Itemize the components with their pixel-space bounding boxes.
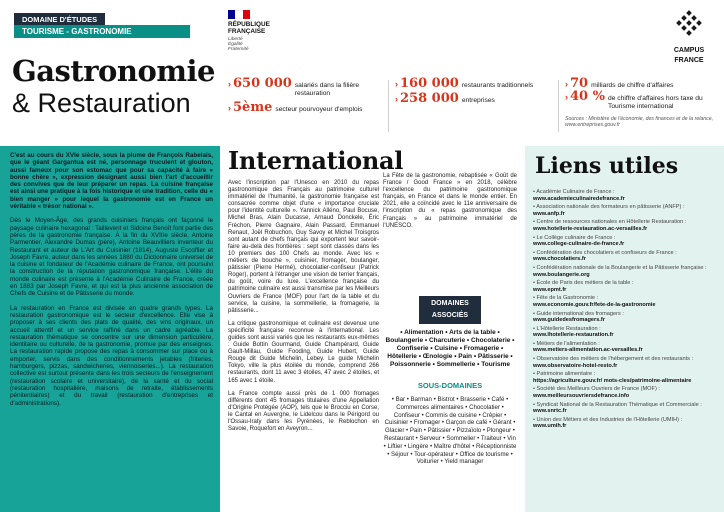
- intro-lead: C'est au cours du XVIe siècle, sous la plume de François Rabelais, que le géant Gargantua est né, personnage truculent et glouton, aussi fameux pour son estomac que pour sa capacité à faire « bonne chère », expression désignant aussi bien l'art d'accueillir des convives que de leur préparer un repas. La cuisine française est ainsi une pratique à la fois historique et une tradition, celle du « bien manger » pour lequel la gastronomie est en France un véritable « trésor national ».: [10, 152, 213, 211]
- intro-restaurant-types: La restauration en France est divisée en quatre grands types. La restauration gastronomique est le secteur d'excellence. Elle vise à proposer à ses clients des plats de qualité, des vins originaux, un accueil attentif et un service raffiné dans un cadre agréable. La restauration thématique se concentre sur une dimension particulière, identitaire ou culturelle, de la gastronomie, promue par des enseignes. La restauration rapide propose des repas à consommer sur place ou à emporter, servis dans des conditionnements jetables (friteries, hamburgers, pizzas, sandwicheries, viennoiseries...). La restauration collective est surtout présente dans les trois secteurs de l'enseignement (restauration scolaire et universitaire), de la santé et du social (restauration hospitalière, maisons de retraite, établissements pénitentiaires) et du travail (restauration d'entreprises et d'administrations).: [10, 304, 213, 407]
- category-tag: TOURISME - GASTRONOMIE: [14, 25, 190, 38]
- link-url[interactable]: www.academieculinairedefrance.fr: [533, 195, 625, 202]
- stats-divider: [388, 80, 389, 132]
- stat-number: 5ème: [233, 100, 273, 115]
- study-domain-tag: DOMAINE D'ÉTUDES: [14, 13, 105, 26]
- link-url[interactable]: www.boulangerie.org: [533, 271, 590, 278]
- stat-number: 70: [570, 76, 589, 91]
- stat-item: [565, 89, 717, 111]
- sous-domaines-label: [383, 375, 517, 393]
- arrow-icon: ›: [228, 103, 231, 113]
- link-item: [533, 250, 719, 263]
- liens-utiles-heading: Liens utiles: [535, 153, 679, 179]
- international-heading: International: [228, 146, 404, 175]
- domaines-label-line1: DOMAINES: [425, 298, 475, 310]
- link-item: [533, 219, 719, 232]
- international-column-2: [383, 173, 517, 230]
- arrow-icon: ›: [565, 79, 568, 89]
- link-url[interactable]: www.metiers-alimentation.ac-versailles.fr: [533, 347, 643, 354]
- link-url[interactable]: www.economie.gouv.fr/fete-de-la-gastronomie: [533, 301, 656, 308]
- link-url[interactable]: www.chocolatiers.fr: [533, 256, 586, 263]
- stat-number: 160 000: [400, 76, 459, 91]
- link-url[interactable]: www.hotellerie-restauration.ac-versailles.fr: [533, 225, 648, 232]
- link-item: [533, 295, 719, 308]
- link-url[interactable]: www.snrtc.fr: [533, 408, 567, 415]
- arrow-icon: ›: [565, 92, 568, 102]
- link-label: • Le Collège culinaire de France :: [533, 234, 616, 241]
- stats-revenue: [565, 76, 717, 111]
- stat-item: [395, 91, 555, 106]
- stat-text: secteur pourvoyeur d'emplois: [275, 106, 363, 113]
- link-item: [533, 311, 719, 324]
- link-url[interactable]: www.guidedesfromagers.fr: [533, 317, 605, 324]
- link-item: [533, 417, 719, 430]
- stat-number: 650 000: [233, 76, 292, 91]
- domaines-box: [383, 296, 517, 466]
- domaines-label: [383, 296, 517, 324]
- republique-line2: FRANÇAISE: [228, 28, 266, 35]
- arrow-icon: ›: [395, 79, 398, 89]
- link-item: [533, 189, 719, 202]
- stat-text: de chiffre d'affaires hors taxe du Tourisme international: [607, 95, 703, 110]
- motto-fraternite: Fraternité: [228, 47, 249, 52]
- link-item: [533, 265, 719, 278]
- stats-employment: [228, 76, 378, 115]
- link-label: • Fête de la Gastronomie :: [533, 295, 599, 302]
- link-item: [533, 402, 719, 415]
- link-item: [533, 341, 719, 354]
- link-url[interactable]: www.anfp.fr: [533, 210, 565, 217]
- campus-france-logo: [664, 10, 714, 65]
- link-url[interactable]: www.umih.fr: [533, 423, 567, 430]
- stats-divider: [558, 80, 559, 132]
- link-label: • Syndicat National de la Restauration Thématique et Commerciale :: [533, 401, 702, 408]
- stat-item: [228, 100, 378, 115]
- link-item: [533, 326, 719, 339]
- stat-text: entreprises: [461, 97, 495, 104]
- motto-liberte: Liberté: [228, 37, 243, 42]
- page-subtitle: & Restauration: [12, 88, 191, 118]
- campus-france-line1: CAMPUS: [673, 47, 705, 54]
- link-url[interactable]: www.epmt.fr: [533, 286, 567, 293]
- intro-history: Dès le Moyen-Âge, des grands cuisiniers français ont façonné le paysage culinaire hexagonal : Taillevent et Sidoine Benoît font partie des pères de la gastronomie française. À la fin du XVIIIe siècle, Antoine Parmentier, Alexandre Dumas (père), Antoine Beauvilliers inventeur du Restaurant et auteur de L'Art du Cuisinier (1814), Auguste Escoffier et Joseph Favre, auteur dans les années 1880 du Dictionnaire universel de la cuisine et fondateur de l'Académie culinaire de France, ont poursuivi la construction de la réputation gastronomique française. L'élite du monde culinaire est présente à l'Académie Culinaire de France, créée en 1883 par Joseph Favre, et qui est la plus ancienne association de Chefs de Cuisine et de Pâtisserie du monde.: [10, 217, 213, 298]
- link-label: • Métiers de l'alimentation :: [533, 340, 600, 347]
- campus-france-diamond-icon: [674, 10, 704, 40]
- intro-panel: [0, 146, 220, 512]
- stat-item: [395, 76, 555, 91]
- link-url[interactable]: www.lhotellerie-restauration.fr: [533, 332, 614, 339]
- arrow-icon: ›: [395, 94, 398, 104]
- link-item: [533, 356, 719, 369]
- link-item: [533, 204, 719, 217]
- arrow-icon: ›: [228, 79, 231, 89]
- stat-number: 40 %: [570, 89, 605, 104]
- link-url[interactable]: www.meilleursouvriersdefrance.info: [533, 393, 630, 400]
- stat-number: 258 000: [400, 91, 459, 106]
- stat-text: restaurants traditionnels: [461, 82, 534, 89]
- link-label: • Association nationale des formateurs en pâtisserie (ANFP) :: [533, 204, 685, 211]
- link-url[interactable]: www.observatoire-hotel-resto.fr: [533, 362, 618, 369]
- international-unesco: Avec l'inscription par l'Unesco en 2010 du repas gastronomique des Français au patrimoine culturel immatériel de l'humanité, la gastronomie française est consacrée comme objet d'une « importance cruciale pour l'identité culturelle ». Yannick Alléno, Paul Bocuse, Michel Bras, Alain Ducasse, Arnaud Donckele, Éric Fréchon, Pierre Gagnaire, Alain Passard, Emmanuel Renaut, Joël Robuchon, Guy Savoy et Michel Troisgros sont autant de chefs français qui exportent leur savoir-faire au-delà des frontières : sept sont classés dans les 10 premiers des 100 Chefs au monde. Avec les « métiers de bouche », cuisinier, fromager, boulanger, pâtissier (Pierre Hermé), chocolatier-confiseur (Patrick Roger), portent à l'étranger une vision de terrier français, du goût, voire du luxe. L'excellence française du patrimoine culinaire est aussi transmise par les Meilleurs Ouvriers de France (MOF) pour l'art de la table et du service, la cuisine, la sommellerie, la fromagerie, la pâtisserie...: [228, 180, 379, 314]
- link-item: [533, 235, 719, 248]
- link-label: • Société des Meilleurs Ouvriers de France (MOF) :: [533, 386, 660, 393]
- domaines-list: • Alimentation • Arts de la table • Boulangerie • Charcuterie • Chocolaterie • Confiserie • Cuisine • Fromagerie • Hôtellerie • Œnologie • Pain • Pâtisserie • Poissonnerie • Sommellerie • Tourisme: [385, 329, 515, 368]
- link-label: • Observatoire des métiers de l'hébergement et des restaurants :: [533, 356, 694, 363]
- links-list: [533, 189, 719, 432]
- link-item: [533, 280, 719, 293]
- republique-motto: [228, 37, 302, 52]
- page-title: Gastronomie: [12, 54, 215, 88]
- campus-france-line2: FRANCE: [674, 57, 704, 64]
- link-url[interactable]: https://agriculture.gouv.fr/ mots-cles/patrimoine-alimentaire: [533, 377, 692, 384]
- stat-item: [228, 76, 378, 98]
- republique-francaise-logo: [228, 10, 302, 52]
- link-label: • Centre de ressources nationales en Hôtellerie Restauration :: [533, 219, 687, 226]
- link-item: [533, 386, 719, 399]
- motto-egalite: Égalité: [228, 42, 243, 47]
- international-fromages: La France compte aussi près de 1 000 fromages différents dont 45 fromages titulaires d'une Appellation d'Origine Protégée (AOP), tels que le Brocciu en Corse, le Cantal en Auvergne, le Lidelcou dans le Périgord ou l'Ossau-Iraty dans les Pyrénées, le Reblochon en Savoie, Roquefort en Aveyron...: [228, 390, 379, 433]
- sous-domaines-label-text: SOUS-DOMAINES: [417, 381, 483, 390]
- link-url[interactable]: www.college-culinaire-de-france.fr: [533, 241, 625, 248]
- sous-domaines-list: • Bar • Barman • Bistrot • Brasserie • Café • Commerces alimentaires • Chocolatier • Confiseur • Commis de cuisine • Crêpier • Cuisinier • Fromager • Garçon de café • Gérant • Glacier • Pain • Pâtissier • Pizzaïolo • Plongeur • Restaurant • Serveur • Sommelier • Traiteur • Vin • Liftier • Lingère • Maître d'hôtel • Réceptionniste • Séjour • Tour-opérateur • Office de tourisme • Voiturier • Yield manager: [383, 396, 517, 466]
- link-label: • École de Paris des métiers de la table :: [533, 280, 634, 287]
- stats-restaurants: [395, 76, 555, 106]
- international-column-1: [228, 180, 379, 439]
- link-label: • Patrimoine alimentaire :: [533, 371, 596, 378]
- liens-utiles-panel: [525, 146, 724, 512]
- sources-note: Sources : Ministère de l'économie, des finances et de la relance, www.entreprises.gouv.fr: [565, 116, 714, 128]
- international-fete: La Fête de la gastronomie, rebaptisée « Goût de France / Good France » en 2018, célèbre l'excellence du patrimoine gastronomique français, en France et dans le monde entier. En 2021, elle a coïncidé avec le 11e anniversaire de l'inscription du « repas gastronomique des Français » au patrimoine immatériel de l'UNESCO.: [383, 173, 517, 229]
- link-label: • Confédération nationale de la Boulangerie et la Pâtisserie française :: [533, 264, 707, 271]
- link-label: • Confédération des chocolatiers et confiseurs de France :: [533, 249, 677, 256]
- link-label: • Union des Métiers et des Industries de l'Hôtellerie (UMIH) :: [533, 416, 683, 423]
- link-label: • Académie Culinaire de France :: [533, 189, 615, 195]
- stat-text: milliards de chiffre d'affaires: [591, 82, 674, 89]
- link-item: [533, 371, 719, 384]
- link-label: • Guide international des fromagers :: [533, 310, 624, 317]
- republique-line1: RÉPUBLIQUE: [228, 21, 270, 28]
- domaines-label-line2: ASSOCIÉS: [426, 310, 474, 322]
- stat-text: salariés dans la filière restauration: [294, 82, 360, 97]
- link-label: • L'Hôtellerie Restauration :: [533, 325, 601, 332]
- international-guides: La critique gastronomique et culinaire est devenue une spécificité française reconnue à l'international. Les guides sont aussi variés que les restaurants eux-mêmes : Guide Bottin Gourmand, Guide Champérard, Guide Gault-Millau, Guide Fooding, Guide Hubert, Guide Rouge dit Guide Michelin, Lebey. Le guide Michelin Tokyo, ville la plus étoilée du monde, comprend 266 restaurants, dont 11 avec 3 étoiles, 47 avec 2 étoiles, et 165 avec 1 étoile.: [228, 320, 379, 384]
- french-flag-icon: [228, 10, 250, 19]
